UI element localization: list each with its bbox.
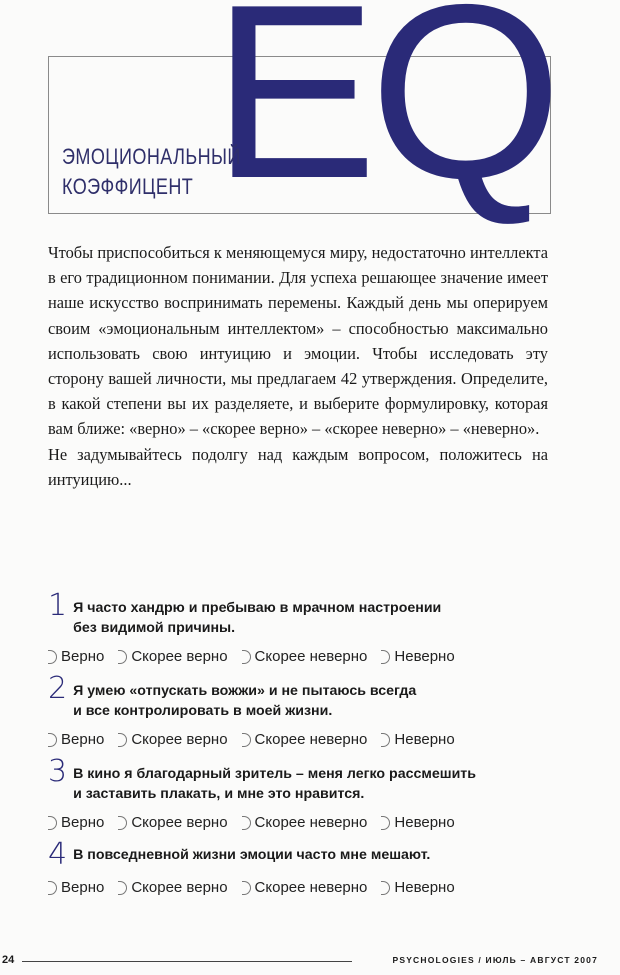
question-3 — [48, 754, 568, 831]
question-1 — [48, 588, 568, 665]
option-skoree-neverno[interactable] — [242, 648, 368, 665]
option-verno[interactable] — [48, 814, 104, 831]
intro-text — [48, 240, 548, 492]
question-list — [48, 588, 568, 906]
option-skoree-neverno[interactable] — [242, 879, 368, 896]
radio-icon[interactable] — [381, 733, 390, 747]
radio-icon[interactable] — [381, 650, 390, 664]
radio-icon[interactable] — [118, 733, 127, 747]
option-label: Верно — [61, 814, 105, 831]
magazine-issue: PSYCHOLOGIES / ИЮЛЬ – АВГУСТ 2007 — [392, 955, 598, 965]
question-2 — [48, 671, 568, 748]
answer-options — [48, 731, 568, 748]
option-label: Верно — [61, 648, 105, 665]
option-label: Неверно — [394, 879, 455, 896]
page-number: 24 — [2, 954, 15, 966]
option-skoree-verno[interactable] — [118, 731, 227, 748]
option-neverno[interactable] — [381, 731, 454, 748]
option-skoree-verno[interactable] — [118, 814, 227, 831]
header-subtitle — [62, 142, 241, 202]
option-label: Скорее верно — [131, 814, 228, 831]
question-number: 2 — [48, 671, 68, 706]
radio-icon[interactable] — [118, 816, 127, 830]
question-4 — [48, 837, 568, 896]
option-label: Скорее верно — [131, 648, 228, 665]
option-skoree-neverno[interactable] — [242, 814, 368, 831]
radio-icon[interactable] — [118, 650, 127, 664]
question-text-line-1: Я часто хандрю и пребываю в мрачном настроении — [73, 600, 442, 616]
option-neverno[interactable] — [381, 648, 454, 665]
option-label: Неверно — [394, 731, 455, 748]
question-text-line-1: В повседневной жизни эмоции часто мне мешают. — [73, 847, 431, 863]
question-number: 4 — [48, 837, 68, 872]
eq-letters: EQ — [212, 0, 555, 230]
question-text-line-1: В кино я благодарный зритель – меня легко рассмешить — [73, 766, 476, 782]
subtitle-line-2: КОЭФФИЦЕНТ — [62, 174, 194, 199]
intro-paragraph-2: Не задумывайтесь подолгу над каждым вопросом, положитесь на интуицию... — [48, 444, 548, 489]
option-verno[interactable] — [48, 731, 104, 748]
option-label: Скорее неверно — [254, 879, 368, 896]
question-text-line-2: и все контролировать в моей жизни. — [73, 703, 333, 719]
question-text — [73, 841, 430, 865]
question-number: 3 — [48, 754, 68, 789]
option-verno[interactable] — [48, 879, 104, 896]
option-label: Скорее верно — [131, 879, 228, 896]
option-label: Неверно — [394, 814, 455, 831]
option-label: Верно — [61, 731, 105, 748]
footer-rule — [22, 961, 352, 962]
question-text — [73, 758, 476, 804]
radio-icon[interactable] — [381, 881, 390, 895]
question-text — [73, 592, 441, 638]
option-label: Скорее неверно — [254, 731, 368, 748]
radio-icon[interactable] — [118, 881, 127, 895]
eq-logo — [212, 0, 555, 230]
option-label: Верно — [61, 879, 105, 896]
option-label: Скорее верно — [131, 731, 228, 748]
option-skoree-neverno[interactable] — [242, 731, 368, 748]
radio-icon[interactable] — [48, 733, 57, 747]
question-number: 1 — [48, 588, 68, 623]
radio-icon[interactable] — [242, 650, 251, 664]
subtitle-line-1: ЭМОЦИОНАЛЬНЫЙ — [62, 144, 241, 169]
intro-paragraph-1: Чтобы приспособиться к меняющемуся миру, недостаточно интеллекта в его традиционном понимании. Для успеха решающее значение имеет наше искусство воспринимать перемены. Каждый день мы оперируем своим «эмоциональным интеллектом» – способностью максимально использовать свою интуицию и эмоции. Чтобы исследовать эту сторону вашей личности, мы предлагаем 42 утверждения. Определите, в какой степени вы их разделяете, и выберите формулировку, которая вам ближе: «верно» – «скорее верно» – «скорее неверно» – «неверно». — [48, 243, 548, 439]
radio-icon[interactable] — [48, 881, 57, 895]
question-text-line-2: без видимой причины. — [73, 620, 236, 636]
option-label: Скорее неверно — [254, 648, 368, 665]
question-text — [73, 675, 416, 721]
radio-icon[interactable] — [242, 733, 251, 747]
option-neverno[interactable] — [381, 879, 454, 896]
option-skoree-verno[interactable] — [118, 879, 227, 896]
radio-icon[interactable] — [48, 816, 57, 830]
radio-icon[interactable] — [381, 816, 390, 830]
option-skoree-verno[interactable] — [118, 648, 227, 665]
answer-options — [48, 648, 568, 665]
page-footer — [0, 954, 620, 968]
question-text-line-1: Я умею «отпускать вожжи» и не пытаюсь всегда — [73, 683, 417, 699]
option-verno[interactable] — [48, 648, 104, 665]
option-label: Неверно — [394, 648, 455, 665]
radio-icon[interactable] — [48, 650, 57, 664]
radio-icon[interactable] — [242, 816, 251, 830]
answer-options — [48, 814, 568, 831]
option-label: Скорее неверно — [254, 814, 368, 831]
radio-icon[interactable] — [242, 881, 251, 895]
option-neverno[interactable] — [381, 814, 454, 831]
answer-options — [48, 879, 568, 896]
question-text-line-2: и заставить плакать, и мне это нравится. — [73, 786, 365, 802]
